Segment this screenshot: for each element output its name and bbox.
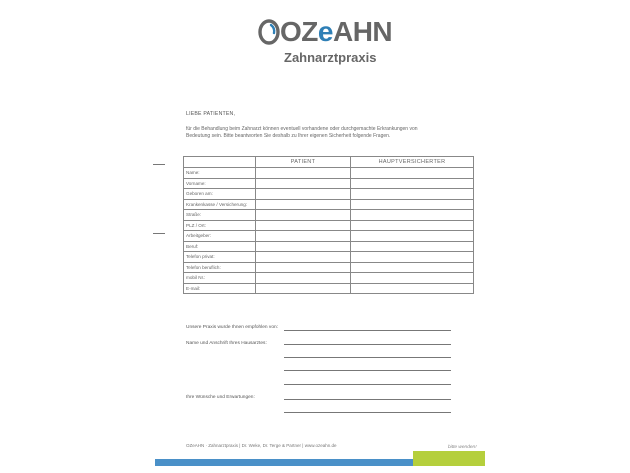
patient-field[interactable] [256, 273, 351, 284]
insured-field[interactable] [351, 220, 474, 231]
fold-mark-top [153, 164, 165, 165]
wishes-line-2[interactable] [284, 412, 451, 413]
table-header-blank [184, 157, 256, 168]
form-row-label: Telefon beruflich: [184, 262, 256, 273]
wishes-line-1[interactable] [284, 399, 451, 400]
family-doctor-line-4[interactable] [284, 384, 451, 385]
fold-mark-middle [153, 233, 165, 234]
footer-blue-bar [155, 459, 413, 466]
patient-field[interactable] [256, 252, 351, 263]
table-header-row [184, 157, 474, 168]
form-row [184, 231, 474, 242]
recommended-label: Unsere Praxis wurde Ihnen empfohlen von: [186, 325, 278, 330]
form-row-label: Name: [184, 168, 256, 179]
patient-field[interactable] [256, 168, 351, 179]
form-row-label: Vorname: [184, 178, 256, 189]
form-row [184, 283, 474, 294]
intro-text: für die Behandlung beim Zahnarzt können eventuell vorhandene oder durchgemachte Erkrankungen von Bedeutung sein. Bitte beantworten Sie deshalb zu Ihrer eigenen Sicherheit folgende Fragen. [186, 126, 418, 139]
patient-field[interactable] [256, 210, 351, 221]
form-row [184, 252, 474, 263]
form-row-label: Straße: [184, 210, 256, 221]
form-row-label: Krankenkasse / Versicherung: [184, 199, 256, 210]
form-row-label: E-mail: [184, 283, 256, 294]
form-row-label: mobil Nr.: [184, 273, 256, 284]
wishes-label: Ihre Wünsche und Erwartungen: [186, 395, 255, 400]
insured-field[interactable] [351, 231, 474, 242]
patient-field[interactable] [256, 220, 351, 231]
form-row [184, 262, 474, 273]
practice-logo [258, 16, 398, 66]
form-row [184, 168, 474, 179]
patient-field[interactable] [256, 241, 351, 252]
insured-field[interactable] [351, 189, 474, 200]
insured-field[interactable] [351, 168, 474, 179]
form-row [184, 178, 474, 189]
logo-wordmark [258, 16, 392, 48]
form-row-label: Telefon privat: [184, 252, 256, 263]
form-row [184, 199, 474, 210]
family-doctor-line-1[interactable] [284, 344, 451, 345]
form-row [184, 241, 474, 252]
footer-green-bar [413, 451, 485, 466]
insured-field[interactable] [351, 178, 474, 189]
patient-field[interactable] [256, 199, 351, 210]
table-header-patient: PATIENT [256, 157, 351, 168]
recommended-line[interactable] [284, 330, 451, 331]
family-doctor-label: Name und Anschrift Ihres Hausarztes: [186, 341, 267, 346]
patient-field[interactable] [256, 189, 351, 200]
form-row [184, 273, 474, 284]
family-doctor-line-3[interactable] [284, 370, 451, 371]
form-row-label: PLZ / Ort: [184, 220, 256, 231]
patient-field[interactable] [256, 178, 351, 189]
turn-page-note: bitte wenden! [448, 445, 477, 450]
form-row-label: Arbeitgeber: [184, 231, 256, 242]
footer-text: OZeAHN · Zahnarztpraxis | Dr. Weke, Dr. Terge & Partner | www.ozeahn.de [186, 443, 337, 448]
insured-field[interactable] [351, 199, 474, 210]
form-row [184, 210, 474, 221]
insured-field[interactable] [351, 273, 474, 284]
patient-field[interactable] [256, 283, 351, 294]
form-row [184, 189, 474, 200]
insured-field[interactable] [351, 262, 474, 273]
insured-field[interactable] [351, 210, 474, 221]
insured-field[interactable] [351, 252, 474, 263]
insured-field[interactable] [351, 283, 474, 294]
form-row [184, 220, 474, 231]
table-header-insured: HAUPTVERSICHERTER [351, 157, 474, 168]
patient-form-table [183, 156, 474, 294]
patient-field[interactable] [256, 231, 351, 242]
tooth-o-icon [258, 19, 280, 45]
insured-field[interactable] [351, 241, 474, 252]
family-doctor-line-2[interactable] [284, 357, 451, 358]
logo-subtitle: Zahnarztpraxis [284, 50, 377, 65]
form-row-label: Geboren am: [184, 189, 256, 200]
greeting: LIEBE PATIENTEN, [186, 111, 236, 117]
form-row-label: Beruf: [184, 241, 256, 252]
patient-field[interactable] [256, 262, 351, 273]
logo-name: OZeAHN [280, 16, 393, 47]
